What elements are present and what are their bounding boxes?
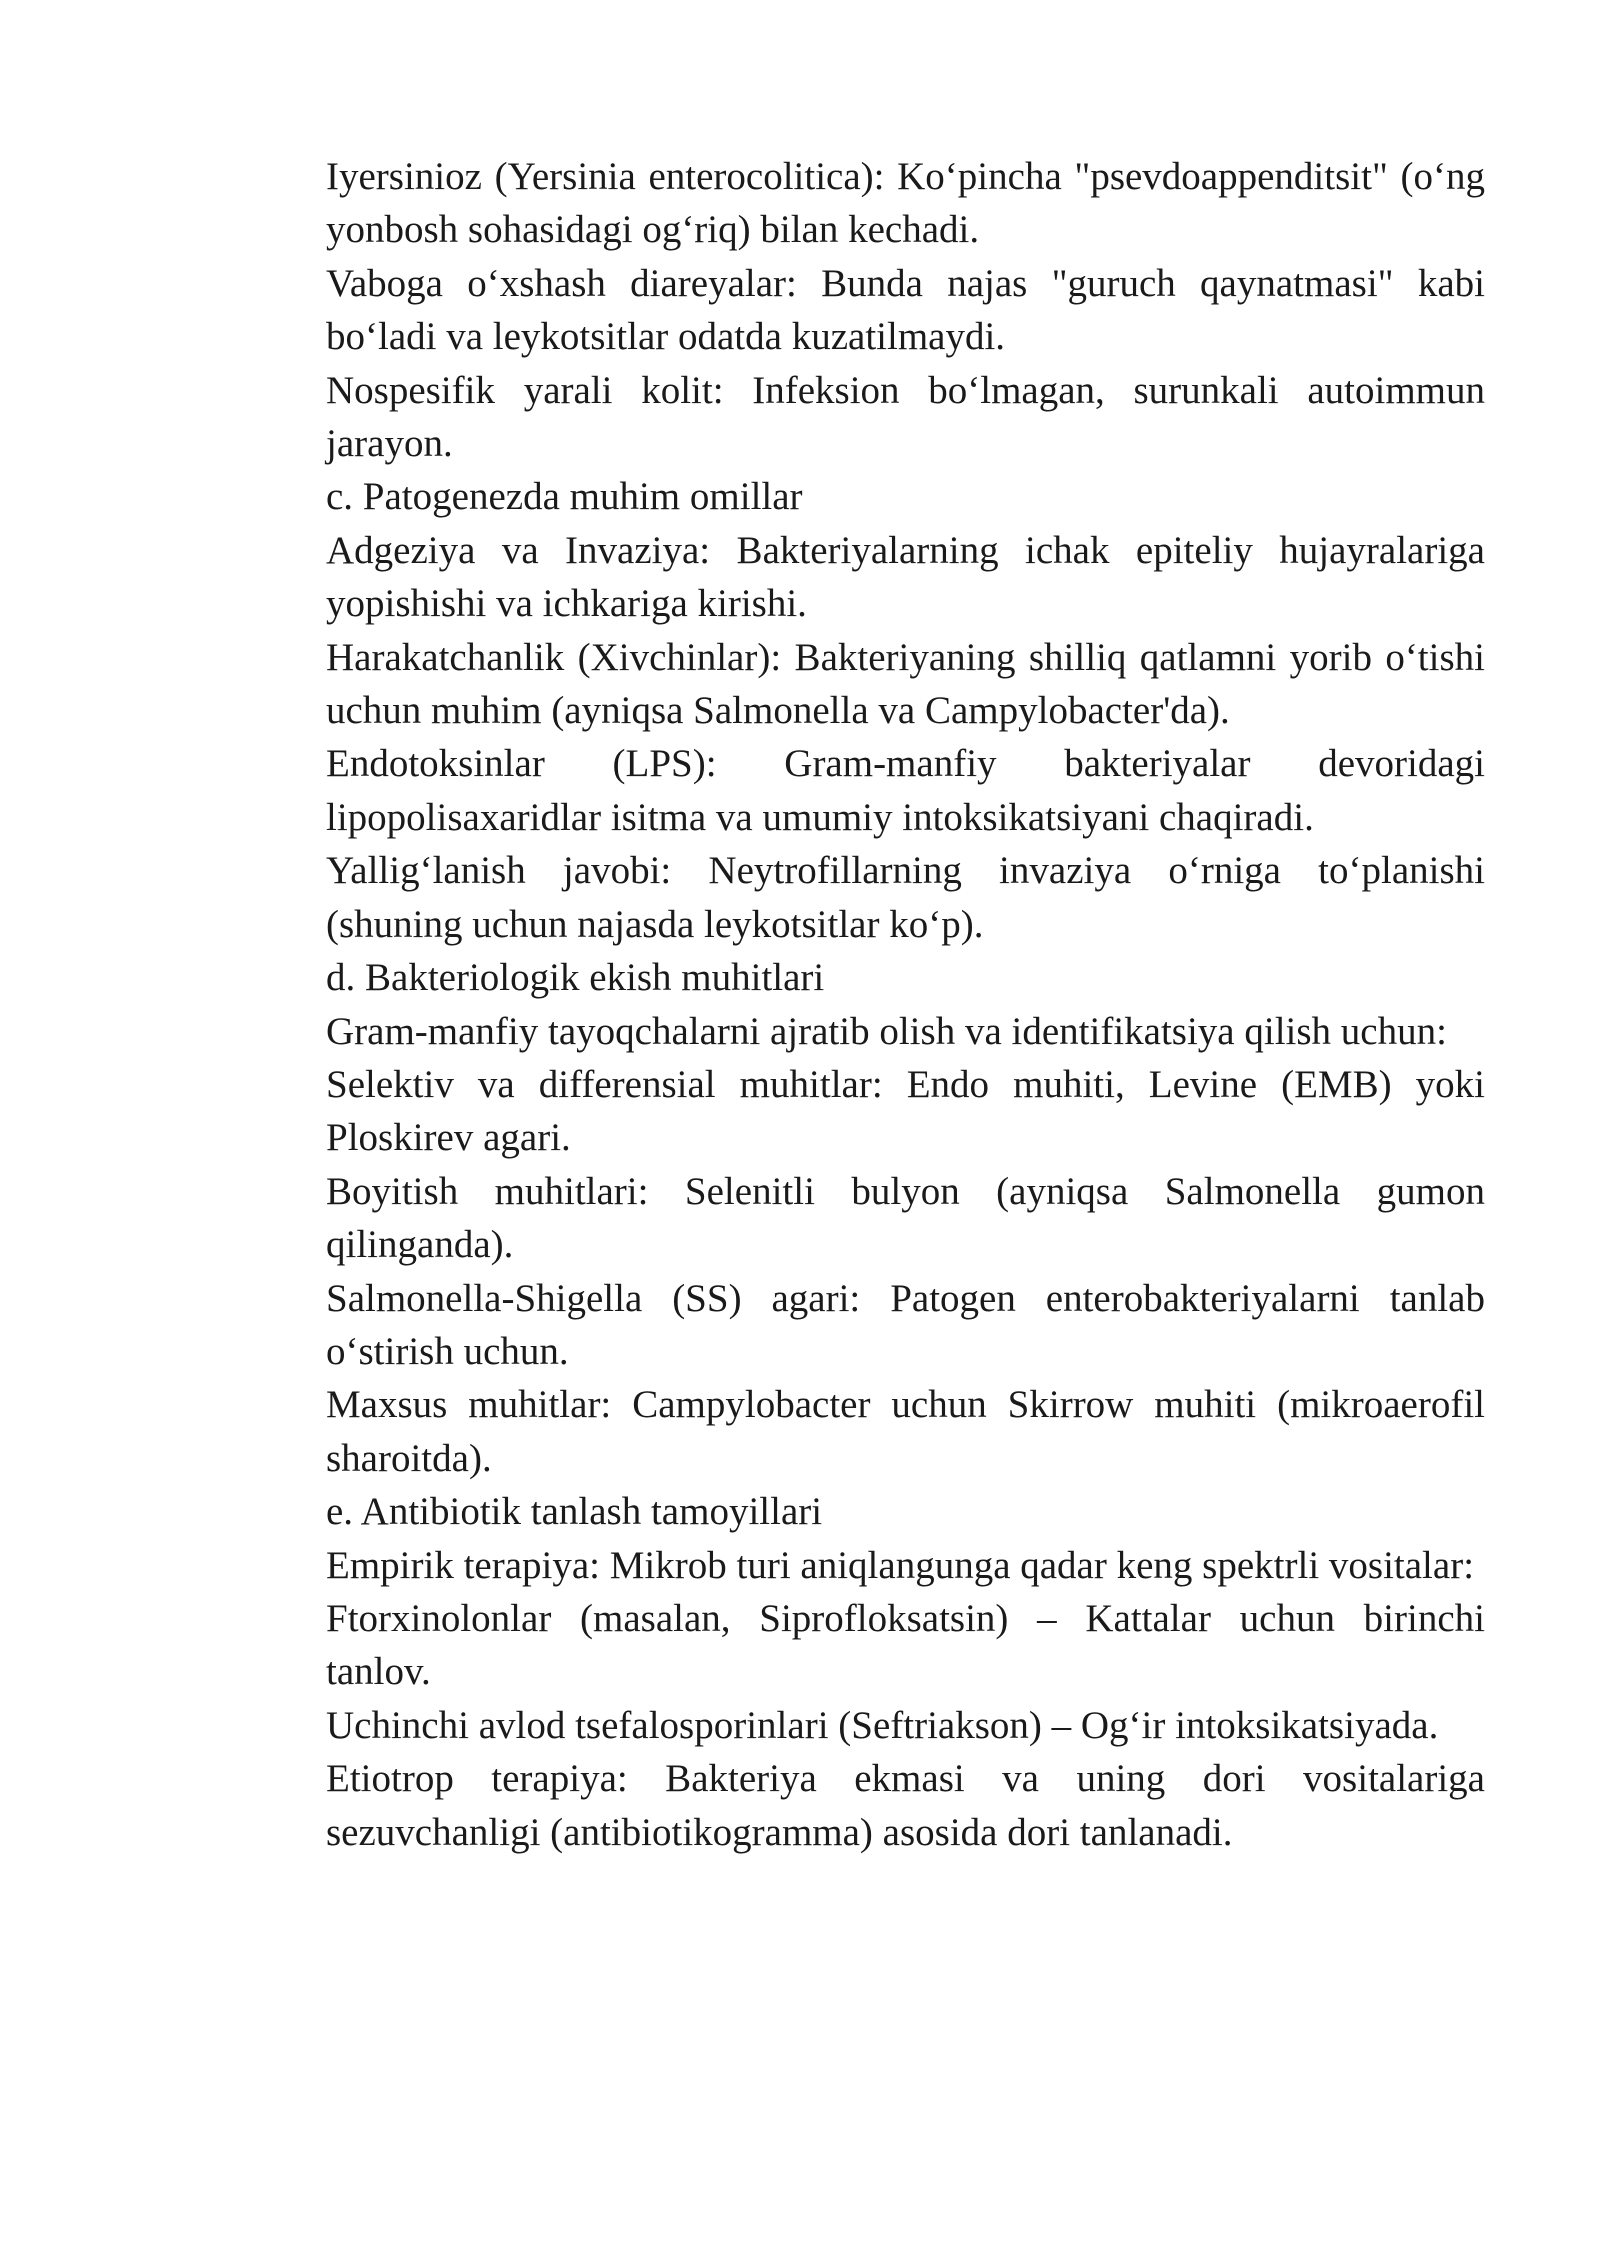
paragraph-yersiniosis: Iyersinioz (Yersinia enterocolitica): Ko‘pincha "psevdoappenditsit" (o‘ng yonbosh sohasidagi og‘riq) bilan kechadi. — [326, 155, 1485, 252]
paragraph-empirical-therapy: Empirik terapiya: Mikrob turi aniqlangunga qadar keng spektrli vositalar: — [326, 1543, 1475, 1587]
paragraph-adhesion-invasion: Adgeziya va Invaziya: Bakteriyalarning ichak epiteliy hujayralariga yopishishi va ichkariga kirishi. — [326, 528, 1485, 626]
paragraph-enrichment-media: Boyitish muhitlari: Selenitli bulyon (ayniqsa Salmonella gumon qilinganda). — [326, 1169, 1485, 1267]
paragraph-cholera-like-diarrhea: Vaboga o‘xshash diareyalar: Bunda najas "guruch qaynatmasi" kabi bo‘ladi va leykotsitlar odatda kuzatilmaydi. — [326, 261, 1485, 359]
paragraph-ss-agar: Salmonella-Shigella (SS) agari: Patogen enterobakteriyalarni tanlab o‘stirish uchun. — [326, 1276, 1485, 1373]
paragraph-selective-media: Selektiv va differensial muhitlar: Endo muhiti, Levine (EMB) yoki Ploskirev agari. — [326, 1062, 1485, 1160]
paragraph-ulcerative-colitis: Nospesifik yarali kolit: Infeksion bo‘lmagan, surunkali autoimmun jarayon. — [326, 368, 1485, 466]
document-body — [326, 150, 1485, 1859]
paragraph-inflammatory-response: Yallig‘lanish javobi: Neytrofillarning invaziya o‘rniga to‘planishi (shuning uchun najasda leykotsitlar ko‘p). — [326, 849, 1485, 946]
paragraph-special-media: Maxsus muhitlar: Campylobacter uchun Skirrow muhiti (mikroaerofil sharoitda). — [326, 1383, 1485, 1480]
section-heading-antibiotic-selection: e. Antibiotik tanlash tamoyillari — [326, 1490, 823, 1534]
paragraph-cephalosporins: Uchinchi avlod tsefalosporinlari (Seftriakson) – Og‘ir intoksikatsiyada. — [326, 1703, 1439, 1747]
paragraph-etiotropic-therapy: Etiotrop terapiya: Bakteriya ekmasi va uning dori vositalariga sezuvchanligi (antibiotikogramma) asosida dori tanlanadi. — [326, 1757, 1485, 1854]
section-heading-pathogenesis: c. Patogenezda muhim omillar — [326, 475, 803, 519]
section-heading-culture-media: d. Bakteriologik ekish muhitlari — [326, 956, 825, 1000]
paragraph-fluoroquinolones: Ftorxinolonlar (masalan, Siprofloksatsin) – Kattalar uchun birinchi tanlov. — [326, 1596, 1485, 1694]
paragraph-gram-negative-isolation: Gram-manfiy tayoqchalarni ajratib olish va identifikatsiya qilish uchun: — [326, 1009, 1447, 1053]
paragraph-motility: Harakatchanlik (Xivchinlar): Bakteriyaning shilliq qatlamni yorib o‘tishi uchun muhim (ayniqsa Salmonella va Campylobacter'da). — [326, 635, 1485, 733]
paragraph-endotoxins: Endotoksinlar (LPS): Gram-manfiy bakteriyalar devoridagi lipopolisaxaridlar isitma va umumiy intoksikatsiyani chaqiradi. — [326, 742, 1485, 839]
